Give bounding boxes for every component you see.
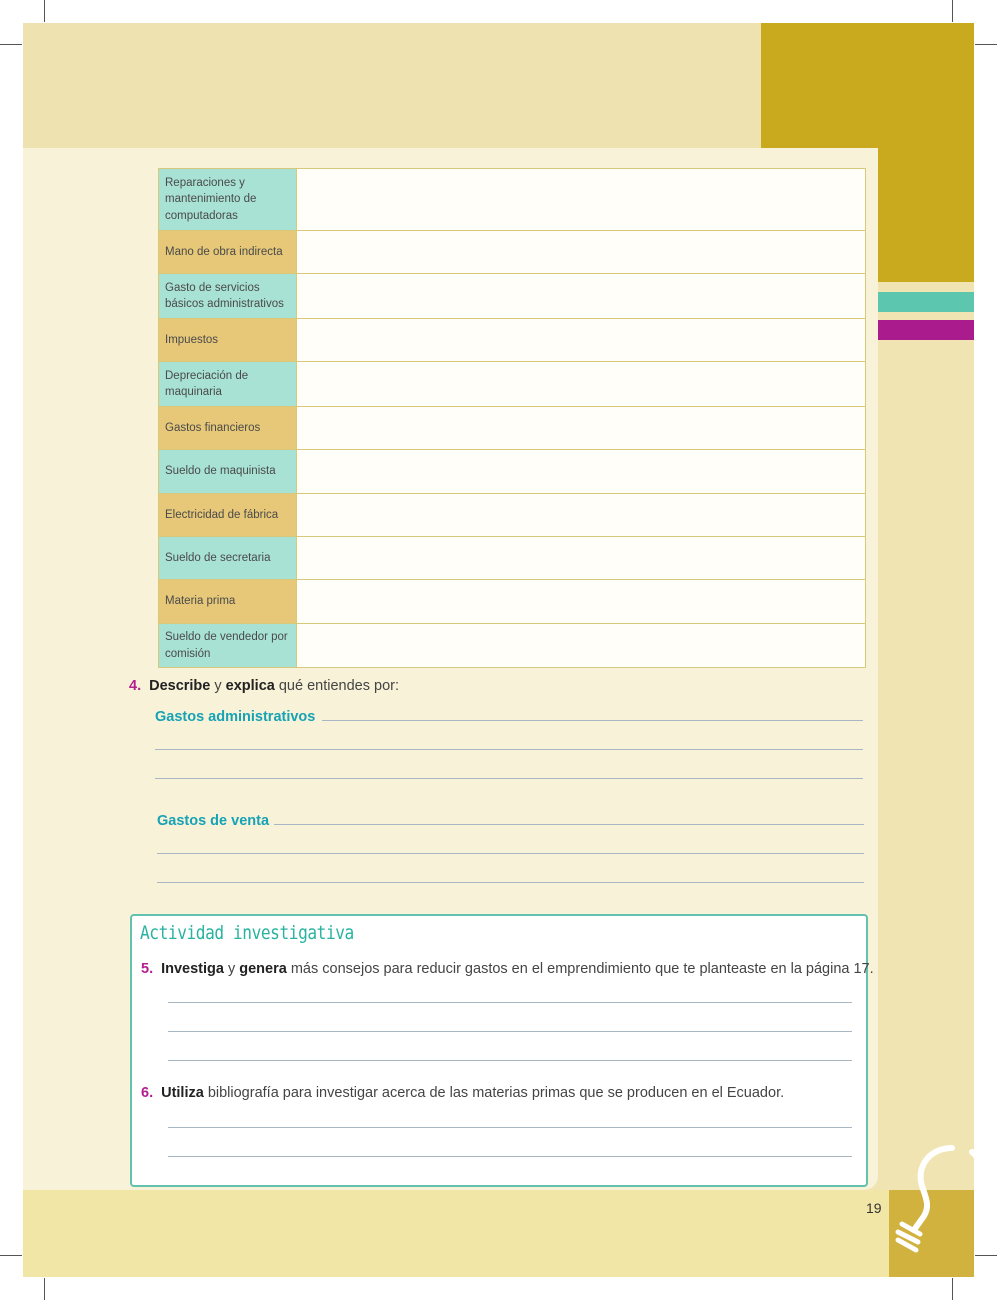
answer-line[interactable] [322, 720, 863, 721]
row-label: Sueldo de secretaria [159, 537, 297, 580]
table-row [159, 624, 866, 668]
answer-line[interactable] [155, 749, 863, 750]
answer-line[interactable] [155, 778, 863, 779]
question-connector: y [223, 961, 240, 977]
answer-cell[interactable] [297, 407, 866, 450]
teal-strip [878, 292, 974, 312]
crop-mark [0, 1255, 22, 1256]
answer-line[interactable] [168, 1031, 852, 1032]
top-band [23, 23, 761, 148]
answer-cell[interactable] [297, 580, 866, 624]
answer-cell[interactable] [297, 362, 866, 407]
answer-line[interactable] [168, 1060, 852, 1061]
table-row [159, 362, 866, 407]
table-row [159, 231, 866, 274]
answer-line[interactable] [274, 824, 864, 825]
question-verb: Investiga [161, 961, 224, 977]
answer-cell[interactable] [297, 319, 866, 362]
row-label: Gastos financieros [159, 407, 297, 450]
question-number: 5. [141, 961, 154, 977]
table-row [159, 319, 866, 362]
row-label: Electricidad de fábrica [159, 494, 297, 537]
subheading-gastos-de-venta: Gastos de venta [157, 813, 270, 829]
answer-cell[interactable] [297, 169, 866, 231]
answer-line[interactable] [168, 1002, 852, 1003]
activity-title: Actividad investigativa [140, 922, 354, 944]
question-verb: Utiliza [161, 1085, 204, 1101]
question-4 [129, 678, 399, 694]
answer-cell[interactable] [297, 274, 866, 319]
crop-mark [952, 1278, 953, 1300]
question-verb: explica [225, 678, 275, 694]
crop-mark [975, 44, 997, 45]
table-row [159, 407, 866, 450]
row-label: Gasto de servicios básicos administrativos [159, 274, 297, 319]
question-5 [141, 961, 874, 977]
answer-line[interactable] [168, 1156, 852, 1157]
question-text: qué entiendes por: [274, 678, 399, 694]
crop-mark [44, 1278, 45, 1300]
row-label: Materia prima [159, 580, 297, 624]
row-label: Impuestos [159, 319, 297, 362]
question-text: bibliografía para investigar acerca de las materias primas que se producen en el Ecuador. [203, 1085, 785, 1101]
answer-line[interactable] [168, 1127, 852, 1128]
question-6 [141, 1085, 784, 1101]
crop-mark [44, 0, 45, 22]
bottom-band [23, 1190, 889, 1277]
answer-cell[interactable] [297, 494, 866, 537]
row-label: Depreciación de maquinaria [159, 362, 297, 407]
row-label: Sueldo de maquinista [159, 450, 297, 494]
row-label: Reparaciones y mantenimiento de computadoras [159, 169, 297, 231]
row-label: Sueldo de vendedor por comisión [159, 624, 297, 668]
answer-line[interactable] [157, 882, 864, 883]
page-number: 19 [866, 1200, 882, 1216]
subheading-gastos-administrativos: Gastos administrativos [155, 709, 316, 725]
answer-line[interactable] [157, 853, 864, 854]
question-text: más consejos para reducir gastos en el emprendimiento que te planteaste en la página 17. [286, 961, 874, 977]
lightbulb-icon [890, 1140, 980, 1260]
answer-cell[interactable] [297, 624, 866, 668]
question-verb: genera [239, 961, 287, 977]
question-number: 6. [141, 1085, 154, 1101]
table-row [159, 274, 866, 319]
question-number: 4. [129, 678, 142, 694]
table-row [159, 169, 866, 231]
crop-mark [952, 0, 953, 22]
question-verb: Describe [149, 678, 211, 694]
table-row [159, 494, 866, 537]
answer-cell[interactable] [297, 231, 866, 274]
crop-mark [0, 44, 22, 45]
table-row [159, 450, 866, 494]
cost-classification-table [158, 168, 866, 668]
table-row [159, 580, 866, 624]
row-label: Mano de obra indirecta [159, 231, 297, 274]
answer-cell[interactable] [297, 537, 866, 580]
table-row [159, 537, 866, 580]
question-connector: y [210, 678, 226, 694]
activity-box [130, 914, 868, 1187]
answer-cell[interactable] [297, 450, 866, 494]
magenta-strip [878, 320, 974, 340]
